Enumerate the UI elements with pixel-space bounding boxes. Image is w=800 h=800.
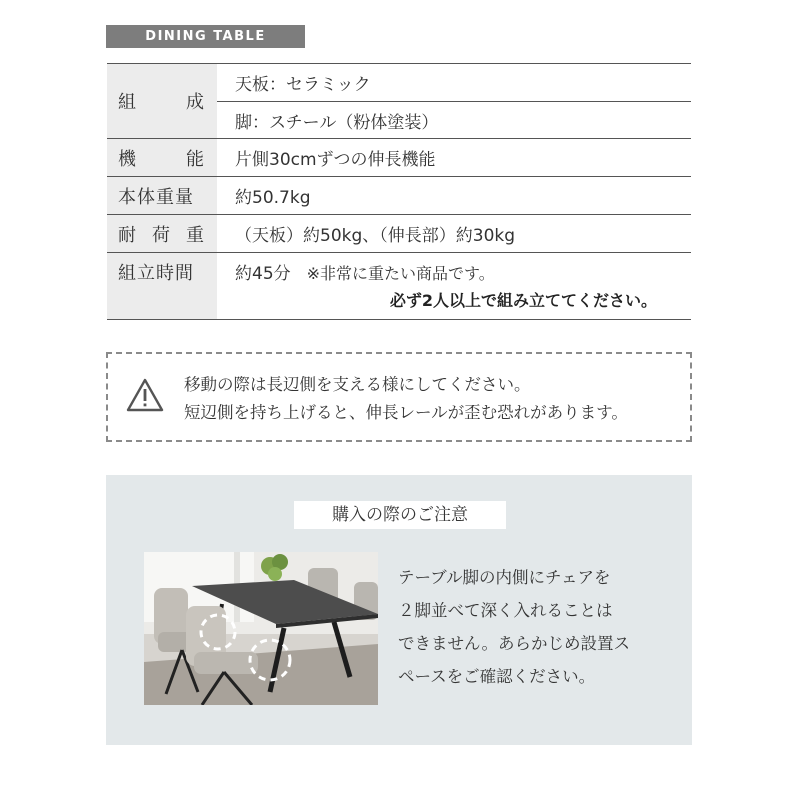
- warning-line: 移動の際は長辺側を支える様にしてください。: [184, 375, 531, 394]
- spec-label-char: 重: [186, 224, 205, 246]
- warning-box: [106, 352, 692, 442]
- spec-label-weight: 本体重量: [107, 177, 217, 214]
- notice-text: [398, 561, 630, 693]
- spec-label-function: [107, 139, 217, 176]
- spec-row-function: [107, 139, 691, 177]
- spec-label-char: 荷: [152, 224, 171, 246]
- spec-row-load: [107, 215, 691, 253]
- spec-row-composition: [107, 64, 691, 139]
- spec-value-function: 片側30cmずつの伸長機能: [235, 150, 436, 170]
- notice-line: できません。あらかじめ設置ス: [398, 634, 630, 653]
- spec-label-load: [107, 215, 217, 252]
- spec-label-char: 能: [186, 148, 205, 170]
- notice-line: ２脚並べて深く入れることは: [398, 601, 613, 620]
- spec-table: [107, 63, 691, 320]
- assembly-note: ※非常に重たい商品です。: [306, 264, 495, 283]
- section-badge: DINING TABLE: [106, 25, 305, 48]
- spec-label-assembly: 組立時間: [107, 253, 217, 319]
- notice-panel: [106, 475, 692, 745]
- notice-line: ペースをご確認ください。: [398, 667, 596, 686]
- spec-value-top: 天板：セラミック: [235, 75, 371, 95]
- warning-text: [184, 371, 628, 427]
- spec-label-char: 組: [118, 92, 137, 113]
- assembly-time: 約45分: [235, 264, 291, 284]
- spec-label-composition: [107, 64, 217, 138]
- product-photo: [144, 552, 378, 705]
- table-chairs-illustration: [144, 552, 378, 705]
- spec-value-composition: [217, 64, 691, 138]
- warning-triangle-icon: [126, 378, 164, 412]
- spec-value-weight: 約50.7kg: [235, 188, 311, 208]
- spec-value-leg: 脚：スチール（粉体塗装）: [217, 101, 691, 138]
- spec-label-char: 機: [118, 148, 137, 170]
- spec-value-load: （天板）約50kg、（伸長部）約30kg: [235, 226, 516, 246]
- spec-value-assembly: [217, 253, 691, 319]
- spec-label-char: 成: [186, 92, 205, 113]
- notice-title: 購入の際のご注意: [294, 501, 506, 529]
- notice-line: テーブル脚の内側にチェアを: [398, 568, 611, 587]
- spec-row-assembly: [107, 253, 691, 320]
- warning-line: 短辺側を持ち上げると、伸長レールが歪む恐れがあります。: [184, 403, 628, 422]
- spec-label-char: 耐: [118, 224, 137, 246]
- spec-row-weight: [107, 177, 691, 215]
- assembly-warning: 必ず2人以上で組み立ててください。: [389, 291, 657, 310]
